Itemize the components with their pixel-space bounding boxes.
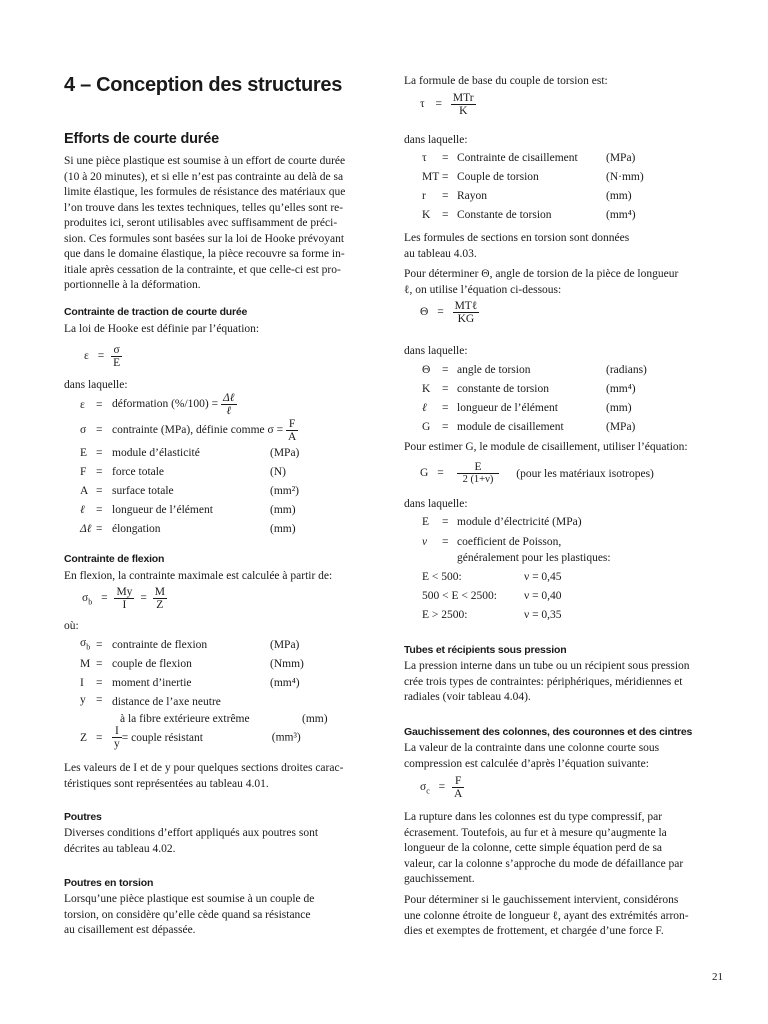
definition-text: contrainte (MPa), définie comme σ =	[112, 423, 284, 436]
poutres-paragraph	[64, 826, 318, 857]
definition-equals: =	[96, 446, 103, 459]
buckling-condition-paragraph	[404, 893, 689, 940]
buckling-paragraph	[404, 741, 659, 772]
definition-symbol: F	[80, 465, 87, 478]
poisson-table	[422, 567, 562, 624]
definition-equals: =	[96, 522, 103, 535]
fraction-numerator: F	[286, 418, 298, 431]
definition-equals: =	[96, 503, 103, 516]
fraction-denominator: A	[454, 788, 463, 800]
definition-equals: =	[96, 484, 103, 497]
formula-symbol: Θ	[420, 306, 429, 319]
definition-symbol: M	[80, 657, 91, 670]
formula-fraction	[452, 775, 464, 800]
definition-equals: =	[442, 208, 449, 221]
definition-equals: =	[96, 657, 103, 670]
definition-desc: Couple de torsion	[457, 170, 539, 183]
text-line: La pression interne dans un tube ou un récipient sous pression	[404, 660, 690, 672]
fraction-numerator: My	[116, 586, 133, 598]
definition-desc: longueur de l’élément	[112, 503, 213, 516]
definition-equals: =	[96, 676, 103, 689]
poisson-row	[422, 605, 562, 624]
definition-row	[422, 205, 644, 224]
definition-row	[422, 533, 611, 551]
formula-g	[420, 461, 654, 486]
definition-symbol: τ	[422, 151, 427, 164]
definition-list-torsion	[422, 148, 644, 224]
definition-desc: surface totale	[112, 484, 174, 497]
poisson-range: 500 < E < 2500:	[422, 589, 497, 602]
definition-equals: =	[442, 536, 449, 548]
g-intro: Pour estimer G, le module de cisaillement, utiliser l’équation:	[404, 441, 688, 453]
poisson-row	[422, 567, 562, 586]
definition-equals: =	[96, 465, 103, 478]
fraction-denominator: K	[459, 105, 468, 117]
subsection-title-tension: Contrainte de traction de courte durée	[64, 306, 248, 318]
definition-equals: =	[442, 382, 449, 395]
fraction-denominator: Z	[156, 599, 164, 611]
symbol-subscript: b	[86, 642, 91, 652]
definition-desc: angle de torsion	[457, 363, 531, 376]
subsection-title-buckling: Gauchissement des colonnes, des couronnes et des cintres	[404, 726, 693, 738]
formula-compression	[420, 775, 464, 800]
text-line: valeur, car la colonne s’approche du mode de défaillance par	[404, 857, 684, 870]
formula-equals: =	[435, 98, 442, 111]
subsection-title-flexion: Contrainte de flexion	[64, 553, 165, 565]
definition-symbol	[80, 635, 96, 654]
fraction-denominator: ℓ	[226, 405, 232, 417]
definition-row	[80, 462, 299, 481]
poisson-value: ν = 0,35	[524, 608, 562, 621]
text-line: limite élastique, les formules de résistance des matériaux que	[64, 186, 346, 198]
dans-laquelle: dans laquelle:	[64, 379, 128, 391]
definition-desc: Rayon	[457, 189, 488, 202]
definition-equals: =	[442, 170, 449, 183]
formula-fraction	[112, 725, 122, 750]
definition-row	[422, 167, 644, 186]
definition-row	[80, 519, 299, 538]
definition-desc: = couple résistant	[121, 731, 203, 744]
section-title-short-term: Efforts de courte durée	[64, 131, 219, 147]
formula-fraction	[111, 344, 122, 369]
definition-symbol: Θ	[422, 363, 431, 376]
fraction-numerator: MTr	[452, 92, 474, 104]
dans-laquelle: dans laquelle:	[404, 345, 468, 357]
definition-desc: force totale	[112, 465, 165, 478]
text-line: itiale après cessation de la contrainte, et que celle-ci est pro-	[64, 263, 341, 276]
definition-row	[80, 635, 328, 654]
text-line: La valeur de la contrainte dans une colonne courte sous	[404, 742, 660, 754]
formula-fraction	[451, 92, 476, 117]
definition-equals: =	[96, 731, 103, 744]
definition-row	[80, 481, 299, 500]
definition-text: à la fibre extérieure extrême	[120, 713, 250, 725]
definition-unit: (mm³)	[271, 731, 301, 744]
definition-list-theta	[422, 360, 647, 436]
formula-torsion	[420, 92, 476, 117]
text-line: écrasement. Toutefois, au fur et à mesure qu’augmente la	[404, 826, 667, 839]
definition-row	[422, 417, 647, 436]
subsection-title-tubes: Tubes et récipients sous pression	[404, 644, 567, 656]
fraction-denominator: E	[113, 357, 121, 369]
definition-desc: module d’électricité (MPa)	[457, 516, 582, 528]
text-line: (10 à 20 minutes), et si elle n’est pas contrainte au delà de sa	[64, 170, 344, 183]
definition-desc: moment d’inertie	[112, 676, 192, 689]
definition-desc: Constante de torsion	[457, 208, 552, 221]
fraction-numerator: σ	[111, 344, 122, 357]
text-line: l’on trouve dans les textes techniques, telles qu’elles sont re-	[64, 201, 344, 214]
formula-symbol: ε	[84, 350, 89, 363]
definition-symbol: K	[422, 382, 431, 395]
tubes-paragraph	[404, 659, 690, 706]
fraction-denominator: I	[122, 599, 127, 611]
text-line: torsion, on considère qu’elle cède quand sa résistance	[64, 908, 311, 921]
flexion-intro: En flexion, la contrainte maximale est calculée à partir de:	[64, 570, 333, 582]
fraction-numerator: Δℓ	[223, 392, 235, 404]
definition-symbol: y	[80, 694, 86, 706]
definition-unit: (mm)	[606, 401, 632, 414]
definition-row	[422, 513, 611, 531]
definition-unit: (mm)	[606, 189, 632, 202]
definition-unit: (mm⁴)	[606, 382, 636, 395]
fraction-numerator: I	[112, 725, 122, 738]
text-line: Si une pièce plastique est soumise à un effort de courte durée	[64, 155, 346, 167]
dans-laquelle: dans laquelle:	[404, 134, 468, 146]
definition-unit: (MPa)	[270, 446, 300, 459]
formula-fraction	[453, 300, 480, 325]
definition-equals: =	[96, 424, 103, 436]
definition-desc	[112, 392, 299, 417]
dans-laquelle: dans laquelle:	[404, 498, 468, 510]
definition-equals: =	[96, 398, 103, 411]
fraction-numerator: M	[154, 586, 165, 598]
definition-symbol: G	[422, 420, 431, 433]
formula-symbol: τ	[420, 98, 425, 111]
definition-unit: (MPa)	[606, 151, 636, 164]
theta-paragraph	[404, 267, 678, 298]
definition-desc: couple de flexion	[112, 657, 192, 670]
formula-fraction	[114, 586, 134, 611]
definition-row	[80, 392, 299, 417]
text-line: téristiques sont représentées au tableau 4.01.	[64, 777, 269, 790]
formula-hooke	[84, 344, 122, 369]
definition-unit: (Nmm)	[270, 657, 304, 670]
text-line: ℓ, on utilise l’équation ci-dessous:	[404, 283, 562, 296]
text-line: décrites au tableau 4.02.	[64, 842, 176, 855]
definition-unit: (mm)	[270, 503, 296, 516]
formula-fraction	[153, 586, 167, 611]
definition-desc: constante de torsion	[457, 382, 549, 395]
formula-equals: =	[438, 781, 446, 794]
definition-equals: =	[96, 694, 103, 706]
definition-row	[422, 379, 647, 398]
text-line: Pour déterminer si le gauchissement intervient, considérons	[404, 894, 679, 906]
fraction-denominator: KG	[457, 313, 475, 325]
definition-symbol: Z	[80, 731, 88, 744]
text-line: produites ici, seront utilisables avec suffisamment de préci-	[64, 217, 338, 229]
definition-equals: =	[442, 516, 449, 528]
definition-unit: (radians)	[606, 363, 647, 376]
hooke-intro: La loi de Hooke est définie par l’équation:	[64, 323, 260, 335]
formula-flexion	[82, 586, 167, 611]
flexion-after-paragraph	[64, 761, 343, 792]
formula-equals: =	[437, 306, 444, 319]
definition-desc-cont: généralement pour les plastiques:	[457, 552, 611, 564]
definition-unit: (N)	[270, 465, 286, 478]
definition-text: distance de l’axe neutre	[112, 696, 221, 708]
z-definition-row	[80, 725, 301, 750]
text-line: compression est calculée d’après l’équation suivante:	[404, 757, 649, 770]
torsion-beams-paragraph	[64, 892, 314, 939]
page-number: 21	[712, 971, 723, 983]
fraction-numerator: E	[457, 461, 500, 474]
text-line: Les formules de sections en torsion sont données	[404, 232, 630, 244]
definition-desc: contrainte de flexion	[112, 638, 208, 651]
definition-unit: (mm)	[302, 713, 328, 725]
definition-unit: (N·mm)	[606, 170, 644, 183]
definition-row	[80, 500, 299, 519]
page-title: 4 – Conception des structures	[64, 74, 343, 96]
definition-symbol: ε	[80, 398, 85, 411]
definition-text: déformation (%/100) =	[112, 398, 219, 411]
definition-equals: =	[96, 638, 103, 651]
definition-row	[80, 654, 328, 673]
definition-desc	[112, 417, 299, 443]
definition-symbol: ℓ	[80, 503, 85, 516]
definition-row	[80, 673, 328, 692]
poisson-row	[422, 586, 562, 605]
definition-symbol: Δℓ	[80, 522, 92, 535]
torsion-intro: La formule de base du couple de torsion est:	[404, 75, 608, 87]
fraction-numerator: F	[452, 775, 464, 788]
text-line: radiales (voir tableau 4.04).	[404, 691, 531, 703]
definition-symbol: E	[80, 446, 88, 459]
formula-equals: =	[140, 592, 147, 605]
subsection-title-torsion-beams: Poutres en torsion	[64, 877, 154, 889]
formula-subscript: b	[88, 597, 93, 607]
definition-desc: Contrainte de cisaillement	[457, 151, 578, 164]
intro-paragraph	[64, 154, 345, 294]
definition-unit: (mm)	[270, 522, 296, 535]
text-line: Pour déterminer Θ, angle de torsion de la pièce de longueur	[404, 268, 679, 280]
formula-fraction	[457, 461, 500, 486]
definition-symbol: ν	[422, 536, 428, 548]
definition-row	[422, 360, 647, 379]
definition-desc: coefficient de Poisson,	[457, 536, 562, 548]
fraction-numerator: MTℓ	[454, 300, 478, 312]
definition-desc: module d’élasticité	[112, 446, 200, 459]
definition-unit: (MPa)	[606, 420, 636, 433]
text-line: longueur de la colonne, cette simple équation perd de sa	[404, 842, 663, 854]
formula-equals: =	[437, 467, 444, 480]
definition-row	[422, 148, 644, 167]
formula-symbol: σ	[420, 781, 427, 794]
ou-label: où:	[64, 620, 79, 632]
definition-row	[80, 443, 299, 462]
definition-list-g	[422, 513, 611, 565]
definition-symbol: A	[80, 484, 89, 497]
definition-equals: =	[442, 401, 449, 414]
definition-symbol: K	[422, 208, 431, 221]
poisson-range: E > 2500:	[422, 608, 468, 621]
text-line: gauchissement.	[404, 873, 475, 885]
formula-equals: =	[101, 592, 108, 605]
definition-symbol: ℓ	[422, 401, 427, 414]
formula-equals: =	[97, 350, 105, 363]
formula-symbol: σ	[82, 592, 89, 605]
definition-desc: élongation	[112, 522, 161, 535]
definition-symbol: r	[422, 189, 426, 202]
text-line: portionnelle à la déformation.	[64, 279, 201, 291]
definition-row	[80, 417, 299, 443]
definition-equals: =	[442, 363, 449, 376]
definition-desc: module de cisaillement	[457, 420, 564, 433]
subsection-title-poutres: Poutres	[64, 811, 102, 823]
text-line: La rupture dans les colonnes est du type compressif, par	[404, 811, 663, 823]
text-line: une colonne étroite de longueur ℓ, ayant des extrémités arron-	[404, 909, 689, 922]
formula-symbol: G	[420, 467, 429, 480]
text-line: sion. Ces formules sont basées sur la loi de Hooke prévoyant	[64, 232, 345, 245]
fraction-denominator: 2 (1+ν)	[462, 474, 494, 485]
definition-symbol: σ	[80, 424, 87, 436]
formula-note: (pour les matériaux isotropes)	[516, 467, 654, 480]
definition-unit: (MPa)	[270, 638, 300, 651]
definition-unit: (mm²)	[270, 484, 299, 497]
definition-symbol: MT	[422, 170, 440, 183]
definition-row	[422, 186, 644, 205]
definition-equals: =	[442, 189, 449, 202]
text-line: que dans le domaine élastique, la pièce recouvre sa forme in-	[64, 248, 345, 260]
definition-desc: longueur de l’élément	[457, 401, 558, 414]
text-line: au tableau 4.03.	[404, 247, 477, 260]
formula-subscript: c	[426, 786, 430, 796]
poisson-value: ν = 0,40	[524, 589, 562, 602]
definition-row	[422, 398, 647, 417]
rupture-paragraph	[404, 810, 683, 888]
text-line: Les valeurs de I et de y pour quelques sections droites carac-	[64, 762, 344, 774]
text-line: dies et exemptes de frottement, et chargée d’une force F.	[404, 925, 664, 937]
formula-fraction	[221, 392, 237, 417]
symbol-text: σ	[80, 637, 87, 650]
text-line: Diverses conditions d’effort appliqués aux poutres sont	[64, 827, 319, 839]
definition-equals: =	[442, 420, 449, 433]
poisson-value: ν = 0,45	[524, 570, 562, 583]
fraction-denominator: A	[287, 430, 297, 443]
fraction-denominator: y	[114, 738, 120, 750]
text-line: crée trois types de contraintes: périphériques, méridiennes et	[404, 675, 683, 688]
definition-symbol: E	[422, 516, 430, 528]
definition-list-flexion	[80, 635, 328, 730]
definition-unit: (mm⁴)	[270, 676, 300, 689]
definition-list-tension	[80, 392, 299, 538]
formula-fraction	[286, 418, 298, 443]
text-line: Lorsqu’une pièce plastique est soumise à un couple de	[64, 893, 315, 905]
formula-theta	[420, 300, 479, 325]
definition-symbol: I	[80, 676, 84, 689]
text-line: au cisaillement est dépassée.	[64, 924, 196, 936]
poisson-range: E < 500:	[422, 570, 462, 583]
definition-unit: (mm⁴)	[606, 208, 636, 221]
sections-paragraph	[404, 231, 629, 262]
definition-equals: =	[442, 151, 449, 164]
